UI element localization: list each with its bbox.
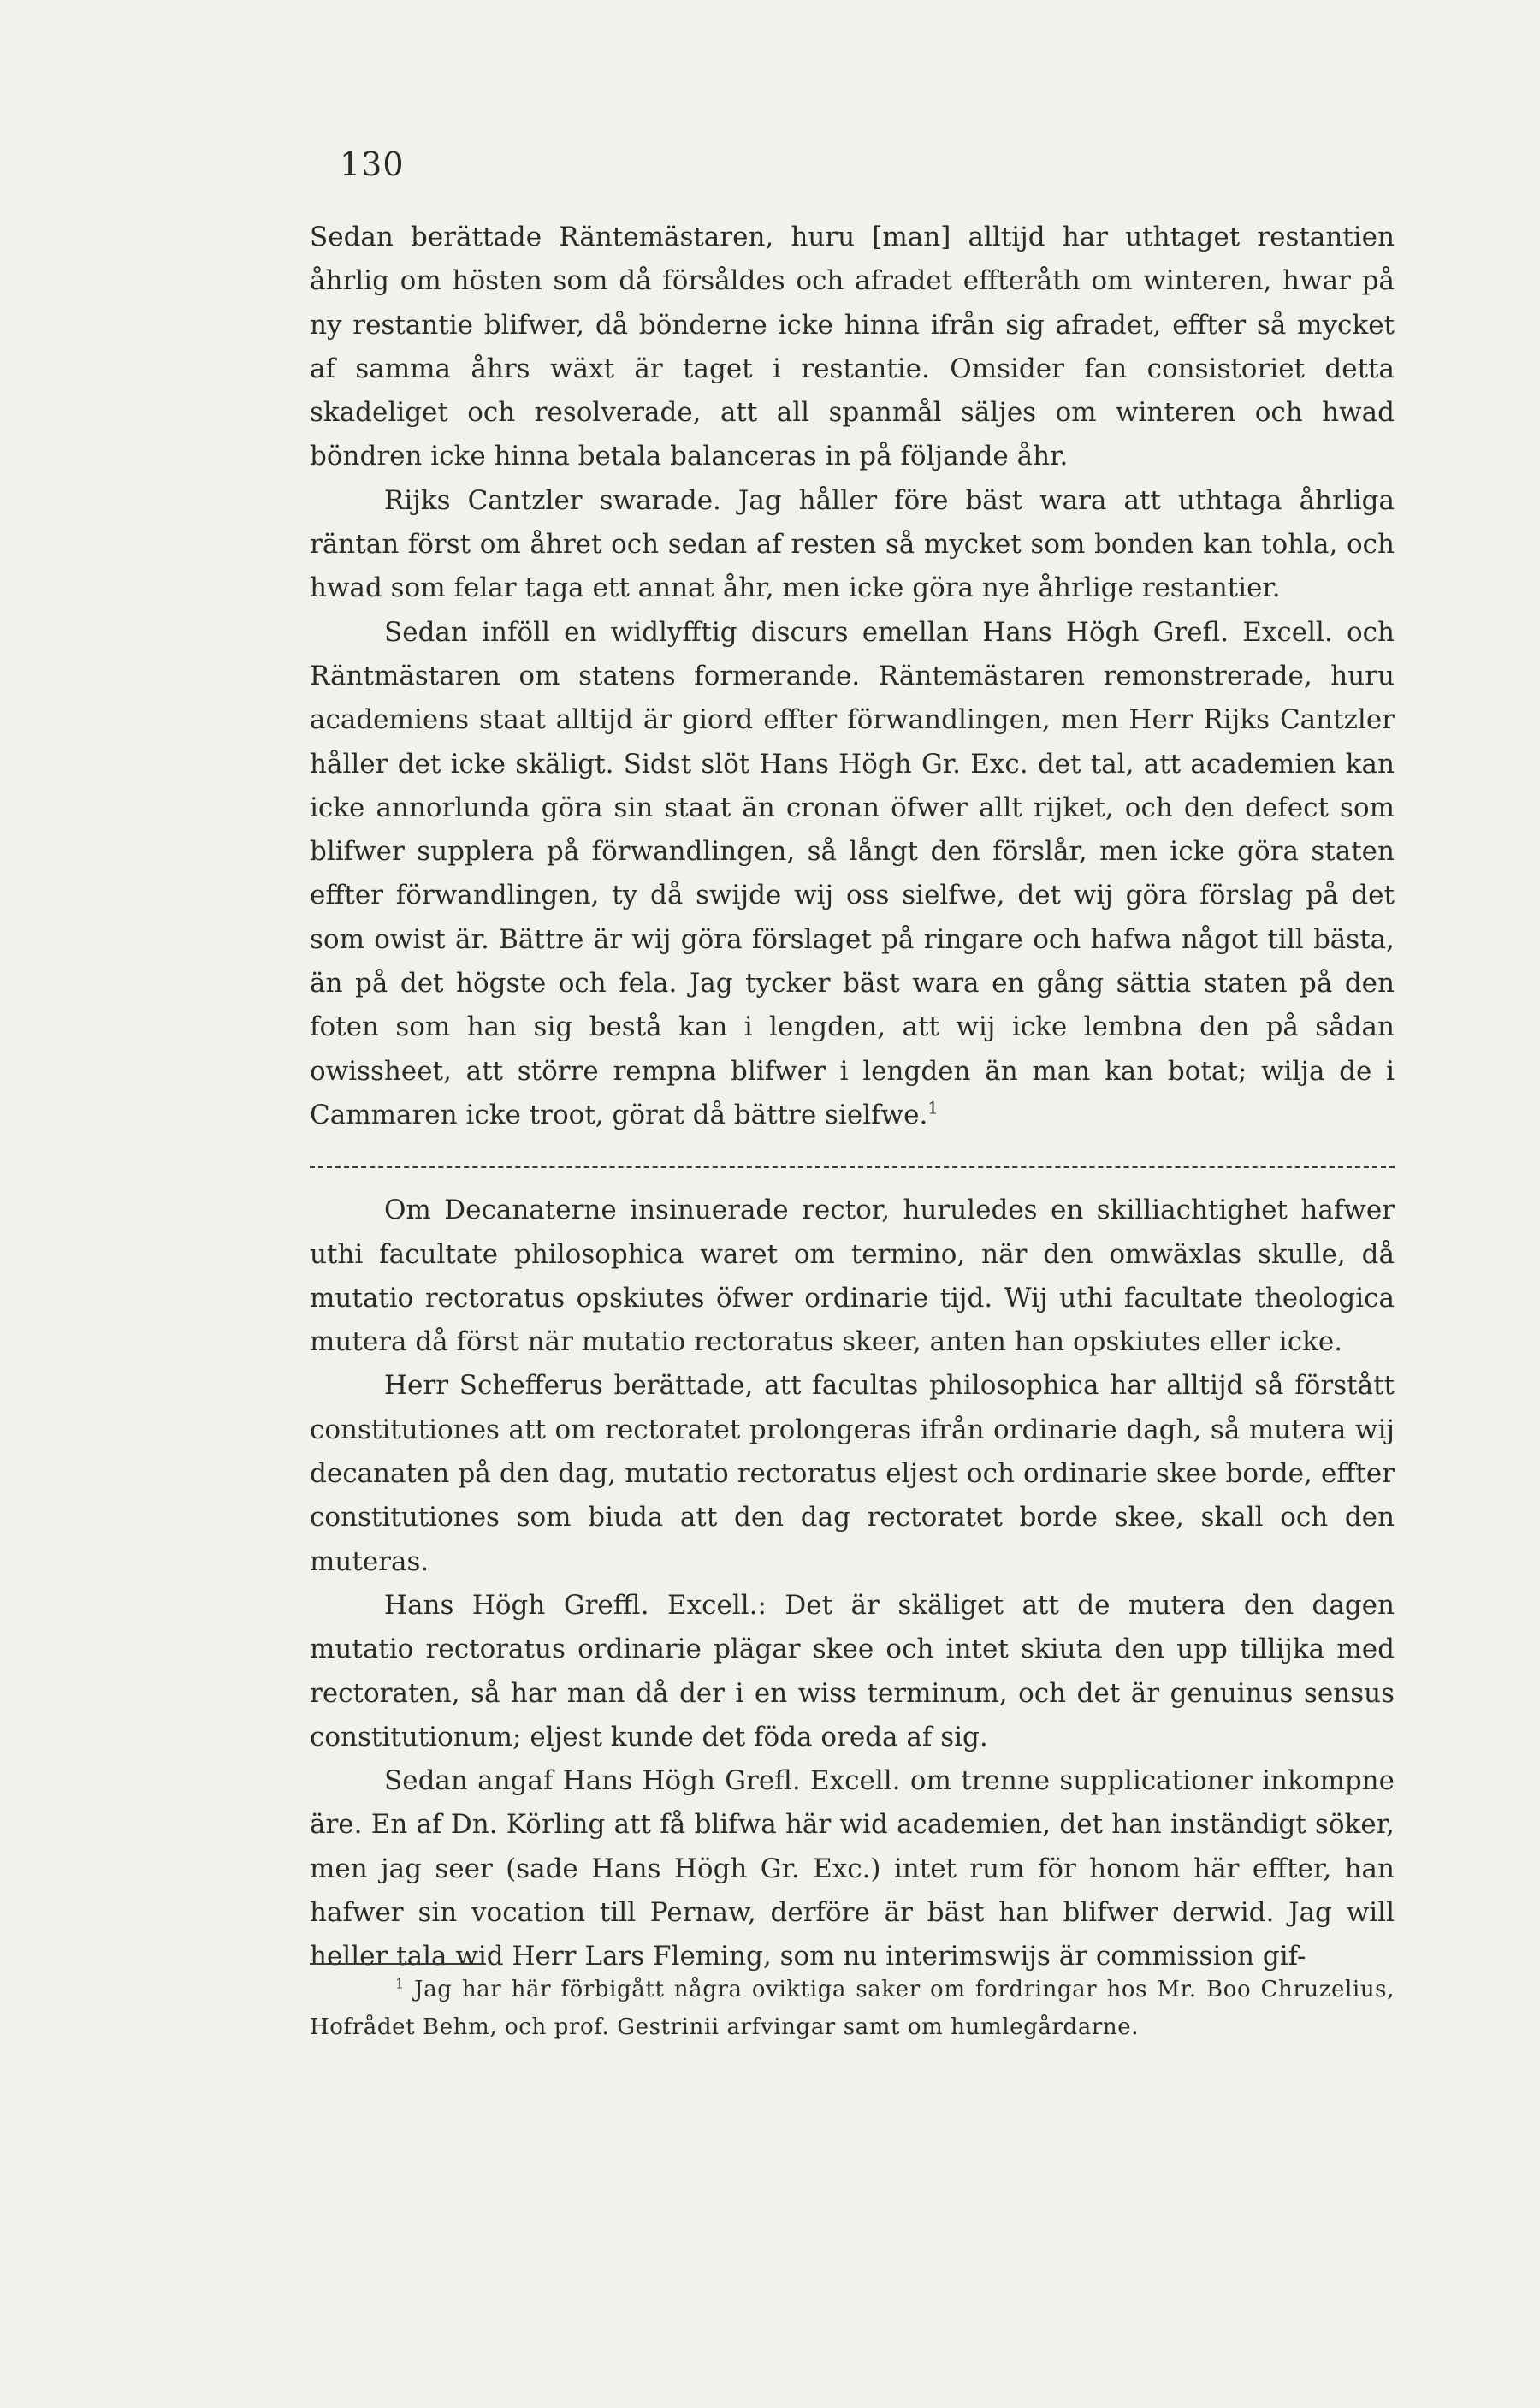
paragraph-text: Sedan inföll en widlyfftig discurs emellan Hans Högh Grefl. Excell. och Räntmästaren om statens formerande. Räntemästaren remonstrerade, huru academiens staat alltijd är giord effter förwandlingen, men Herr Rijks Cantzler håller det icke skäligt. Sidst slöt Hans Högh Gr. Exc. det tal, att academien kan icke annorlunda göra sin staat än cronan öfwer allt rijket, och den defect som blifwer supplera på förwandlingen, så långt den förslår, men icke göra staten effter förwandlingen, ty då swijde wij oss sielfwe, det wij göra förslag på det som owist är. Bättre är wij göra förslaget på ringare och hafwa något till bästa, än på det högste och fela. Jag tycker bäst wara en gång sättia staten på den foten som han sig bestå kan i lengden, att wij icke lembna den på sådan owissheet, att större rempna blifwer i lengden än man kan botat; wilja de i Cammaren icke troot, görat då bättre sielfwe.: [310, 616, 1395, 1130]
footnote: [310, 1971, 1395, 2046]
footnote-separator: [310, 1963, 485, 1965]
paragraph: [310, 611, 1395, 1138]
footnote-reference: 1: [927, 1098, 939, 1118]
paragraph: Hans Högh Greffl. Excell.: Det är skäliget att de mutera den dagen mutatio rectoratus ordinarie plägar skee och intet skiuta den upp tillijka med rectoraten, så har man då der i en wiss terminum, och det är genuinus sensus constitutionum; eljest kunde det föda oreda af sig.: [310, 1589, 1395, 1753]
paragraph: Herr Schefferus berättade, att facultas philosophica har alltijd så förstått constitutiones att om rectoratet prolongeras ifrån ordinarie dagh, så mutera wij decanaten på den dag, mutatio rectoratus eljest och ordinarie skee borde, effter constitutiones som biuda att den dag rectoratet borde skee, skall och den muteras.: [310, 1370, 1395, 1577]
paragraph: Sedan angaf Hans Högh Grefl. Excell. om trenne supplicationer inkompne äre. En af Dn. Körling att få blifwa här wid academien, det han inständigt söker, men jag seer (sade Hans Högh Gr. Exc.) intet rum för honom här effter, han hafwer sin vocation till Pernaw, derföre är bäst han blifwer derwid. Jag will heller tala wid Herr Lars Fleming, som nu interimswijs är commission gif-: [310, 1765, 1395, 1972]
footnote-marker: 1: [395, 1975, 405, 1992]
paragraph: Rijks Cantzler swarade. Jag håller före bäst wara att uthtaga åhrliga räntan först om åhret och sedan af resten så mycket som bonden kan tohla, och hwad som felar taga ett annat åhr, men icke göra nye åhrlige restantier.: [310, 484, 1395, 604]
body-text: [310, 216, 1395, 1979]
page-number: 130: [340, 145, 405, 183]
footnote-text: Jag har här förbigått några oviktiga saker om fordringar hos Mr. Boo Chruzelius, Hofrådet Behm, och prof. Gestrinii arfvingar samt om humlegårdarne.: [310, 1977, 1395, 2040]
paragraph: Sedan berättade Räntemästaren, huru [man] alltijd har uthtaget restantien åhrlig om hösten som då försåldes och afradet effteråth om winteren, hwar på ny restantie blifwer, då bönderne icke hinna ifrån sig afradet, effter så mycket af samma åhrs wäxt är taget i restantie. Omsider fan consistoriet detta skadeliget och resolverade, att all spanmål säljes om winteren och hwad böndren icke hinna betala balanceras in på följande åhr.: [310, 222, 1395, 472]
paragraph: Om Decanaterne insinuerade rector, huruledes en skilliachtighet hafwer uthi facultate philosophica waret om termino, när den omwäxlas skulle, då mutatio rectoratus opskiutes öfwer ordinarie tijd. Wij uthi facultate theologica mutera då först när mutatio rectoratus skeer, anten han opskiutes eller icke.: [310, 1195, 1395, 1358]
section-separator: [310, 1166, 1395, 1168]
